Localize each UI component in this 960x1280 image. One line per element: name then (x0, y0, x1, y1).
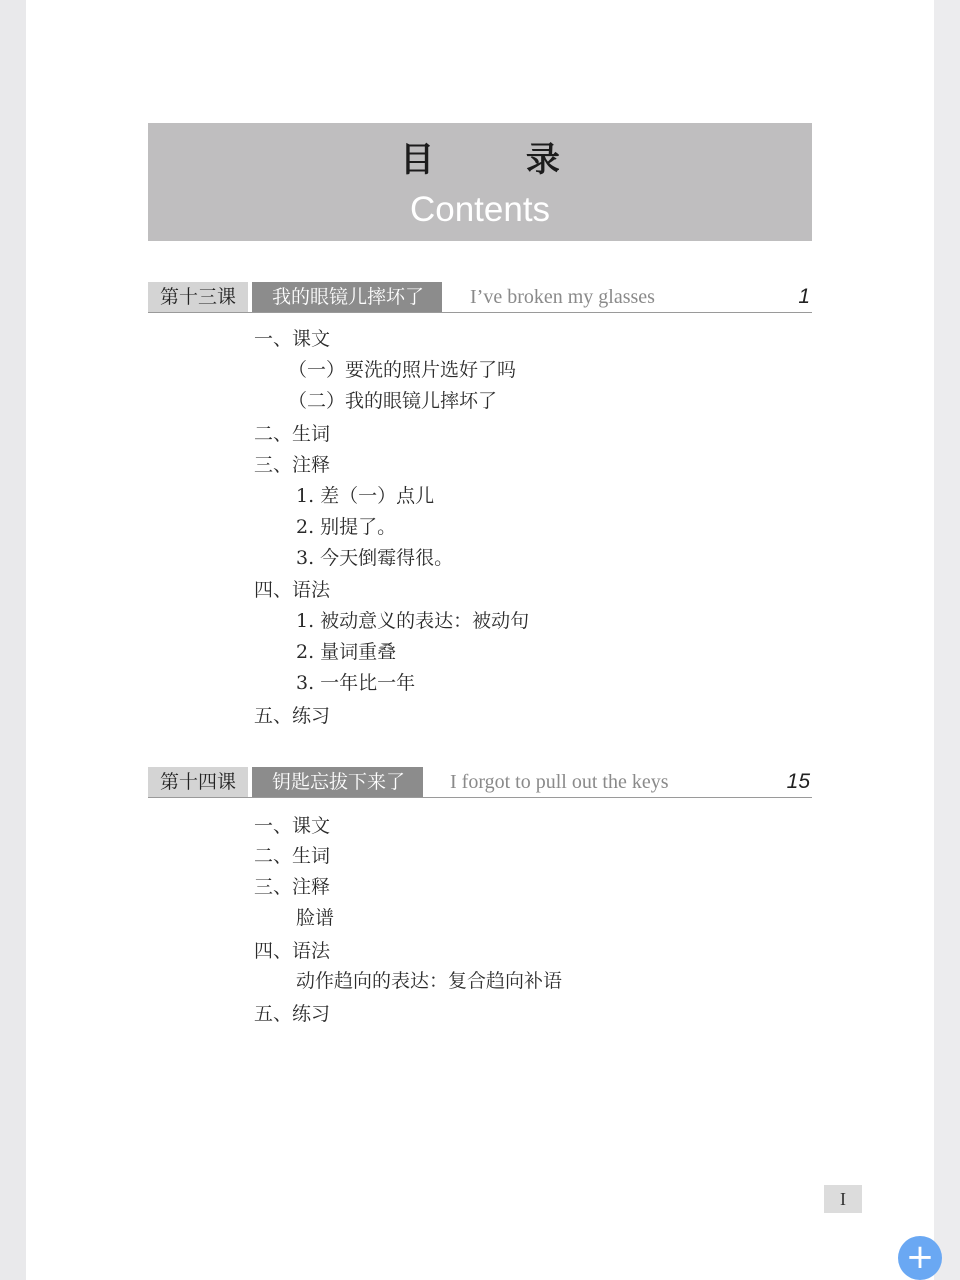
page-number: I (824, 1185, 862, 1213)
lesson-english-title: I forgot to pull out the keys (450, 771, 669, 793)
toc-entry[interactable]: 四、语法 (254, 940, 331, 962)
page-title-english: Contents (409, 190, 551, 229)
lesson-page-number: 15 (786, 770, 810, 793)
plus-icon: + (905, 1237, 935, 1277)
toc-entry[interactable]: 1. 被动意义的表达：被动句 (296, 610, 530, 632)
lesson-english-title: I’ve broken my glasses (470, 286, 655, 308)
toc-entry[interactable]: 四、语法 (254, 579, 331, 601)
toc-entry[interactable]: 2. 别提了。 (296, 516, 397, 538)
toc-entry[interactable]: 3. 一年比一年 (296, 672, 416, 694)
toc-entry[interactable]: 动作趋向的表达：复合趋向补语 (296, 970, 563, 992)
toc-entry[interactable]: 五、练习 (254, 705, 331, 727)
lesson-13-header[interactable] (148, 282, 812, 313)
toc-entry[interactable]: 1. 差（一）点儿 (296, 485, 435, 507)
toc-entry[interactable]: 一、课文 (254, 328, 331, 350)
toc-entry[interactable]: 三、注释 (254, 876, 331, 898)
lesson-14-header[interactable] (148, 767, 812, 798)
page-title-chinese: 目 录 (400, 140, 600, 180)
toc-entry[interactable]: 五、练习 (254, 1003, 331, 1025)
add-button[interactable] (898, 1236, 942, 1280)
toc-entry[interactable]: 脸谱 (296, 907, 335, 929)
toc-entry[interactable]: （二）我的眼镜儿摔坏了 (288, 390, 498, 412)
lesson-page-number: 1 (798, 285, 810, 308)
lesson-title: 我的眼镜儿摔坏了 (252, 282, 442, 312)
lesson-number: 第十三课 (148, 282, 248, 312)
toc-entry[interactable]: 一、课文 (254, 815, 331, 837)
toc-entry[interactable]: 二、生词 (254, 845, 331, 867)
toc-entry[interactable]: 2. 量词重叠 (296, 641, 397, 663)
toc-entry[interactable]: （一）要洗的照片选好了吗 (288, 359, 517, 381)
toc-entry[interactable]: 二、生词 (254, 423, 331, 445)
toc-entry[interactable]: 三、注释 (254, 454, 331, 476)
lesson-title: 钥匙忘拔下来了 (252, 767, 423, 797)
lesson-number: 第十四课 (148, 767, 248, 797)
toc-entry[interactable]: 3. 今天倒霉得很。 (296, 547, 454, 569)
